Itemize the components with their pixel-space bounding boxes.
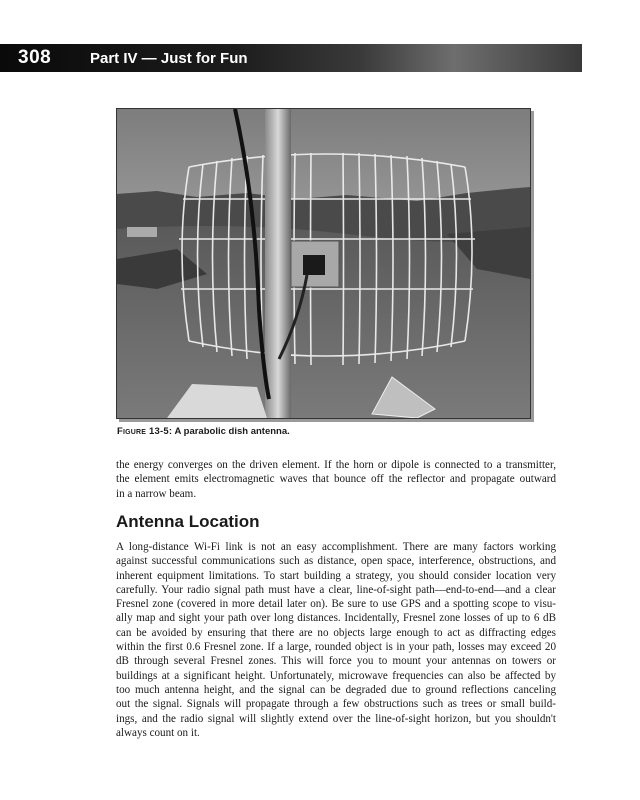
- text-line: within the first 0.6 Fresnel zone. If a large, rounded object is in your path, losses may exceed 20: [116, 641, 556, 654]
- text-line: the element emits electromagnetic waves that bounce off the reflector and propagate outward: [116, 473, 556, 486]
- antenna-location-paragraph: [116, 540, 556, 740]
- text-line: carefully. Your radio signal path must have a clear, line-of-sight path—end-to-end—and a clear: [116, 583, 556, 596]
- text-line: inherent equipment limitations. To start building a strategy, you should consider location very: [116, 569, 556, 582]
- figure-caption-text: A parabolic dish antenna.: [174, 426, 290, 437]
- text-line: in a narrow beam.: [116, 487, 197, 500]
- text-line: can be avoided by ensuring that there are no objects large enough to act as diffracting edges: [116, 626, 556, 639]
- page-header-bar: [0, 44, 582, 72]
- section-heading: Antenna Location: [116, 512, 260, 531]
- parabolic-dish-antenna-photo: [116, 108, 531, 419]
- text-line: against successful communications such as distance, open space, interference, obstructions, and: [116, 555, 556, 568]
- text-line: A long-distance Wi-Fi link is not an easy accomplishment. There are many factors working: [116, 541, 556, 553]
- text-line: ings, and the radio signal will slightly extend over the line-of-sight horizon, but you shouldn't: [116, 712, 556, 725]
- figure-label: Figure 13-5:: [117, 426, 173, 437]
- text-line: always count on it.: [116, 726, 200, 739]
- text-line: the energy converges on the driven element. If the horn or dipole is connected to a transmitter,: [116, 459, 556, 471]
- text-line: too much antenna height, and the signal can be degraded due to ground reflections canceling: [116, 683, 556, 696]
- page-number: 308: [18, 47, 52, 68]
- text-line: Fresnel zone (covered in more detail later on). Be sure to use GPS and a spotting scope to visu-: [116, 598, 556, 611]
- text-line: ally map and sight your path over long distances. Incidentally, Fresnel zone losses of up to 6 dB: [116, 612, 556, 625]
- part-title: Part IV — Just for Fun: [90, 50, 248, 67]
- text-line: buildings at a significant height. Unfortunately, microwave frequencies can also be affected by: [116, 669, 556, 682]
- text-line: out the signal. Signals will propagate through a few obstructions such as trees or small build-: [116, 698, 556, 711]
- intro-paragraph: [116, 458, 556, 501]
- text-line: dB through several Fresnel zones. This will force you to mount your antennas on towers or: [116, 655, 556, 668]
- figure-caption: [117, 426, 290, 437]
